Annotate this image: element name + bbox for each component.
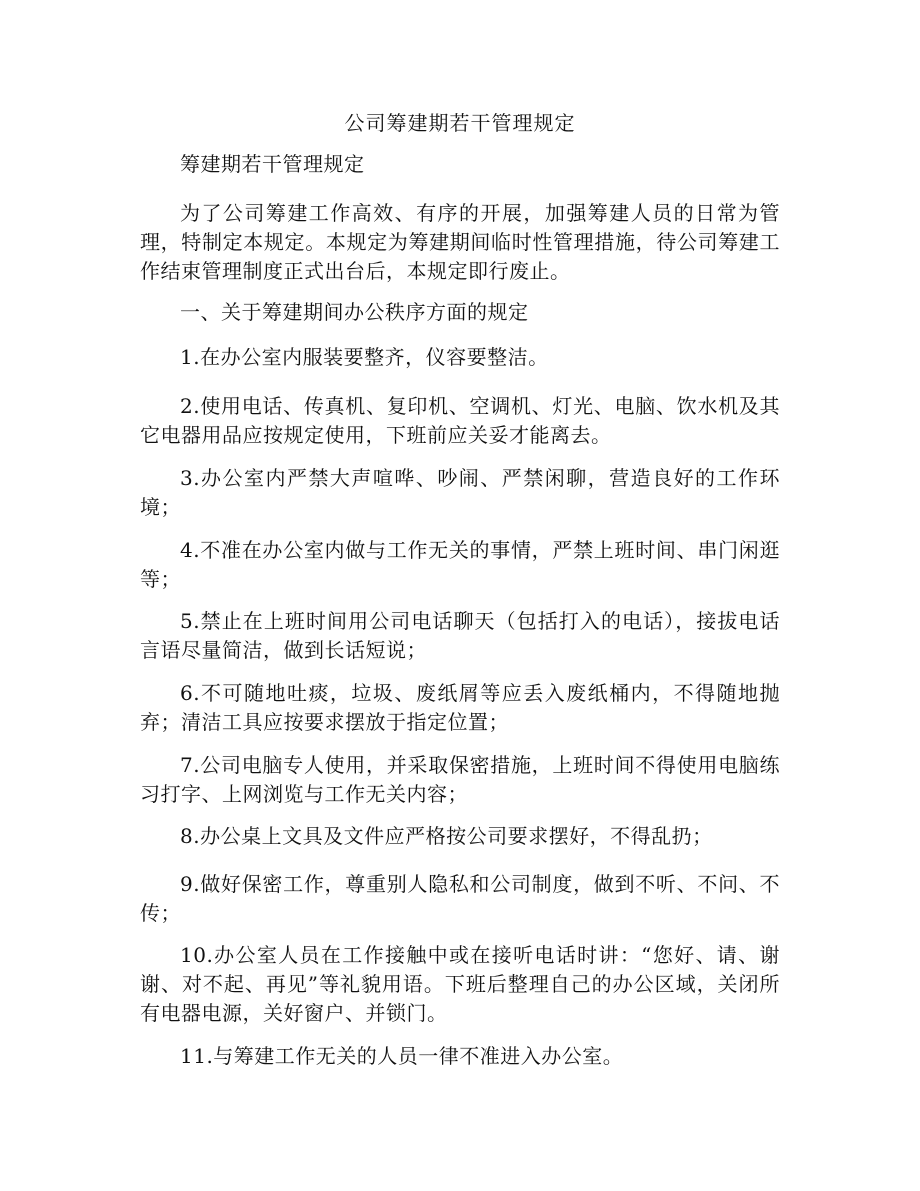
list-item: 10.办公室人员在工作接触中或在接听电话时讲：“您好、请、谢谢、对不起、再见”等礼貌用语。下班后整理自己的办公区域，关闭所有电器电源，关好窗户、并锁门。 xyxy=(140,943,780,1025)
section-heading: 一、关于筹建期间办公秩序方面的规定 xyxy=(180,300,529,324)
list-item: 11.与筹建工作无关的人员一律不准进入办公室。 xyxy=(180,1044,624,1068)
document-title: 公司筹建期若干管理规定 xyxy=(344,111,576,135)
list-item: 2.使用电话、传真机、复印机、空调机、灯光、电脑、饮水机及其它电器用品应按规定使用，下班前应关妥才能离去。 xyxy=(140,394,780,447)
list-item: 3.办公室内严禁大声喧哗、吵闹、严禁闲聊，营造良好的工作环境； xyxy=(140,466,780,519)
list-item: 1.在办公室内服装要整齐，仪容要整洁。 xyxy=(180,345,549,369)
list-item: 9.做好保密工作，尊重别人隐私和公司制度，做到不听、不问、不传； xyxy=(140,872,780,925)
list-item: 7.公司电脑专人使用，并采取保密措施，上班时间不得使用电脑练习打字、上网浏览与工作无关内容； xyxy=(140,753,780,806)
list-item: 5.禁止在上班时间用公司电话聊天（包括打入的电话），接拔电话言语尽量简洁，做到长话短说； xyxy=(140,609,780,662)
list-item: 6.不可随地吐痰，垃圾、废纸屑等应丢入废纸桶内，不得随地抛弃；清洁工具应按要求摆放于指定位置； xyxy=(140,681,780,734)
intro-paragraph: 为了公司筹建工作高效、有序的开展，加强筹建人员的日常为管理，特制定本规定。本规定为筹建期间临时性管理措施，待公司筹建工作结束管理制度正式出台后，本规定即行废止。 xyxy=(140,201,780,283)
list-item: 8.办公桌上文具及文件应严格按公司要求摆好，不得乱扔； xyxy=(180,824,713,848)
list-item: 4.不准在办公室内做与工作无关的事情，严禁上班时间、串门闲逛等； xyxy=(140,538,780,591)
document-subtitle: 筹建期若干管理规定 xyxy=(180,152,365,176)
